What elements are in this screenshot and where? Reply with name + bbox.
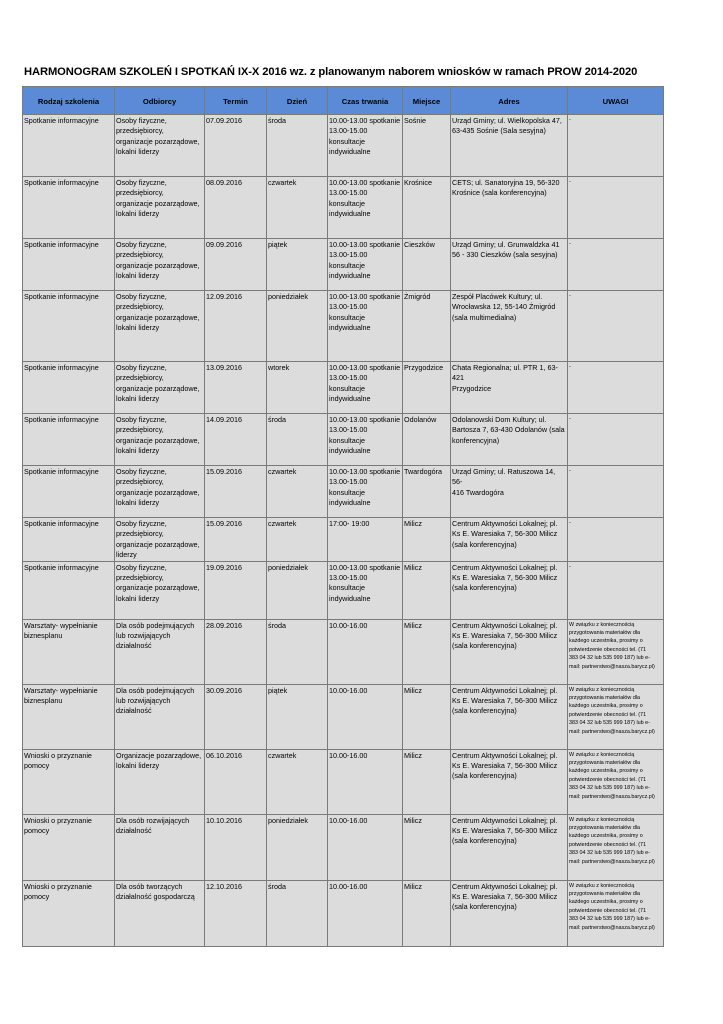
cell-dzien: czwartek (267, 749, 328, 814)
cell-odbiorcy: Osoby fizyczne, przedsiębiorcy, organizacje pozarządowe, lokalni liderzy (115, 115, 205, 177)
cell-odbiorcy: Osoby fizyczne, przedsiębiorcy, organizacje pozarządowe, lokalni liderzy (115, 466, 205, 518)
table-row (23, 619, 664, 684)
cell-adres: Centrum Aktywności Lokalnej; pl. Ks E. Waresiaka 7, 56-300 Milicz (sala konferencyjna) (451, 518, 568, 562)
cell-adres: Centrum Aktywności Lokalnej; pl. Ks E. Waresiaka 7, 56-300 Milicz (sala konferencyjna) (451, 814, 568, 880)
cell-uwagi: - (568, 362, 664, 414)
cell-adres: Centrum Aktywności Lokalnej; pl. Ks E. Waresiaka 7, 56-300 Milicz (sala konferencyjna) (451, 561, 568, 619)
cell-rodzaj: Warsztaty- wypełnianie biznesplanu (23, 684, 115, 749)
cell-uwagi: - (568, 561, 664, 619)
cell-rodzaj: Spotkanie informacyjne (23, 518, 115, 562)
table-row (23, 291, 664, 362)
cell-adres: Chata Regionalna; ul. PTR 1, 63-421 Przygodzice (451, 362, 568, 414)
cell-czas: 10.00-16.00 (328, 619, 403, 684)
cell-uwagi: - (568, 239, 664, 291)
cell-uwagi: - (568, 177, 664, 239)
column-header-odbiorcy: Odbiorcy (115, 87, 205, 115)
cell-rodzaj: Spotkanie informacyjne (23, 362, 115, 414)
column-header-adres: Adres (451, 87, 568, 115)
cell-dzien: środa (267, 115, 328, 177)
cell-miejsce: Żmigród (403, 291, 451, 362)
column-header-rodzaj: Rodzaj szkolenia (23, 87, 115, 115)
cell-adres: Urząd Gminy; ul. Ratuszowa 14, 56- 416 Twardogóra (451, 466, 568, 518)
table-row (23, 684, 664, 749)
cell-uwagi: - (568, 115, 664, 177)
cell-uwagi: W związku z koniecznością przygotowania materiałów dla każdego uczestnika, prosimy o potwierdzenie obecności tel. (71 383 04 32 lub 535 999 187) lub e- mail: partnerstwo@nasza.barycz.pl) (568, 684, 664, 749)
cell-miejsce: Milicz (403, 880, 451, 946)
cell-termin: 09.09.2016 (205, 239, 267, 291)
cell-odbiorcy: Dla osób rozwijających działalność (115, 814, 205, 880)
cell-adres: Centrum Aktywności Lokalnej; pl. Ks E. Waresiaka 7, 56-300 Milicz (sala konferencyjna) (451, 749, 568, 814)
cell-odbiorcy: Osoby fizyczne, przedsiębiorcy, organizacje pozarządowe, lokalni liderzy (115, 414, 205, 466)
cell-czas: 10.00-16.00 (328, 684, 403, 749)
cell-dzien: poniedziałek (267, 291, 328, 362)
cell-rodzaj: Spotkanie informacyjne (23, 466, 115, 518)
cell-czas: 10.00-13.00 spotkanie 13.00-15.00 konsultacje indywidualne (328, 414, 403, 466)
cell-adres: Zespół Placówek Kultury; ul. Wrocławska 12, 55-140 Żmigród (sala multimedialna) (451, 291, 568, 362)
cell-rodzaj: Spotkanie informacyjne (23, 414, 115, 466)
cell-odbiorcy: Osoby fizyczne, przedsiębiorcy, organizacje pozarządowe, lokalni liderzy (115, 561, 205, 619)
cell-termin: 12.10.2016 (205, 880, 267, 946)
cell-adres: Urząd Gminy; ul. Wielkopolska 47, 63-435 Sośnie (Sala sesyjna) (451, 115, 568, 177)
cell-adres: Centrum Aktywności Lokalnej; pl. Ks E. Waresiaka 7, 56-300 Milicz (sala konferencyjna) (451, 684, 568, 749)
cell-uwagi: - (568, 466, 664, 518)
cell-miejsce: Twardogóra (403, 466, 451, 518)
cell-adres: Centrum Aktywności Lokalnej; pl. Ks E. Waresiaka 7, 56-300 Milicz (sala konferencyjna) (451, 880, 568, 946)
table-row (23, 362, 664, 414)
cell-odbiorcy: Osoby fizyczne, przedsiębiorcy, organizacje pozarządowe, liderzy (115, 518, 205, 562)
column-header-termin: Termin (205, 87, 267, 115)
cell-termin: 13.09.2016 (205, 362, 267, 414)
cell-uwagi: W związku z koniecznością przygotowania materiałów dla każdego uczestnika, prosimy o potwierdzenie obecności tel. (71 383 04 32 lub 535 999 187) lub e- mail: partnerstwo@nasza.barycz.pl) (568, 814, 664, 880)
cell-dzien: środa (267, 880, 328, 946)
cell-dzien: czwartek (267, 466, 328, 518)
cell-miejsce: Milicz (403, 518, 451, 562)
cell-rodzaj: Spotkanie informacyjne (23, 291, 115, 362)
column-header-czas: Czas trwania (328, 87, 403, 115)
table-row (23, 466, 664, 518)
cell-czas: 10.00-13.00 spotkanie 13.00-15.00 konsultacje indywidualne (328, 239, 403, 291)
cell-odbiorcy: Osoby fizyczne, przedsiębiorcy, organizacje pozarządowe, lokalni liderzy (115, 362, 205, 414)
cell-odbiorcy: Osoby fizyczne, przedsiębiorcy, organizacje pozarządowe, lokalni liderzy (115, 239, 205, 291)
cell-czas: 10.00-13.00 spotkanie 13.00-15.00 konsultacje indywidualne (328, 561, 403, 619)
cell-rodzaj: Spotkanie informacyjne (23, 239, 115, 291)
cell-odbiorcy: Osoby fizyczne, przedsiębiorcy, organizacje pozarządowe, lokalni liderzy (115, 291, 205, 362)
cell-adres: Urząd Gminy; ul. Grunwaldzka 41 56 - 330 Cieszków (sala sesyjna) (451, 239, 568, 291)
cell-miejsce: Milicz (403, 619, 451, 684)
cell-adres: Odolanowski Dom Kultury; ul. Bartosza 7, 63-430 Odolanów (sala konferencyjna) (451, 414, 568, 466)
cell-termin: 12.09.2016 (205, 291, 267, 362)
cell-odbiorcy: Dla osób podejmujących lub rozwijających działalność (115, 619, 205, 684)
cell-miejsce: Milicz (403, 561, 451, 619)
cell-dzien: piątek (267, 684, 328, 749)
cell-miejsce: Odolanów (403, 414, 451, 466)
cell-termin: 28.09.2016 (205, 619, 267, 684)
cell-czas: 10.00-13.00 spotkanie 13.00-15.00 konsultacje indywidualne (328, 466, 403, 518)
cell-dzien: poniedziałek (267, 561, 328, 619)
cell-czas: 10.00-16.00 (328, 814, 403, 880)
cell-dzien: czwartek (267, 177, 328, 239)
cell-uwagi: W związku z koniecznością przygotowania materiałów dla każdego uczestnika, prosimy o potwierdzenie obecności tel. (71 383 04 32 lub 535 999 187) lub e- mail: partnerstwo@nasza.barycz.pl) (568, 749, 664, 814)
table-row (23, 518, 664, 562)
cell-dzien: środa (267, 414, 328, 466)
cell-rodzaj: Wnioski o przyznanie pomocy (23, 880, 115, 946)
cell-odbiorcy: Dla osób tworzących działalność gospodarczą (115, 880, 205, 946)
cell-rodzaj: Wnioski o przyznanie pomocy (23, 749, 115, 814)
cell-uwagi: - (568, 414, 664, 466)
cell-uwagi: W związku z koniecznością przygotowania materiałów dla każdego uczestnika, prosimy o potwierdzenie obecności tel. (71 383 04 32 lub 535 999 187) lub e- mail: partnerstwo@nasza.barycz.pl) (568, 880, 664, 946)
cell-miejsce: Sośnie (403, 115, 451, 177)
table-row (23, 115, 664, 177)
cell-rodzaj: Spotkanie informacyjne (23, 177, 115, 239)
cell-czas: 10.00-13.00 spotkanie 13.00-15.00 konsultacje indywidualne (328, 291, 403, 362)
cell-dzien: piątek (267, 239, 328, 291)
cell-rodzaj: Warsztaty- wypełnianie biznesplanu (23, 619, 115, 684)
cell-termin: 15.09.2016 (205, 518, 267, 562)
cell-miejsce: Milicz (403, 749, 451, 814)
cell-termin: 14.09.2016 (205, 414, 267, 466)
table-row (23, 880, 664, 946)
cell-miejsce: Cieszków (403, 239, 451, 291)
column-header-dzien: Dzień (267, 87, 328, 115)
cell-termin: 30.09.2016 (205, 684, 267, 749)
table-row (23, 561, 664, 619)
cell-czas: 10.00-16.00 (328, 749, 403, 814)
cell-czas: 10.00-13.00 spotkanie 13.00-15.00 konsultacje indywidualne (328, 115, 403, 177)
cell-termin: 10.10.2016 (205, 814, 267, 880)
table-header-row (23, 87, 664, 115)
cell-adres: CETS; ul. Sanatoryjna 19, 56-320 Krośnice (sala konferencyjna) (451, 177, 568, 239)
cell-uwagi: W związku z koniecznością przygotowania materiałów dla każdego uczestnika, prosimy o potwierdzenie obecności tel. (71 383 04 32 lub 535 999 187) lub e- mail: partnerstwo@nasza.barycz.pl) (568, 619, 664, 684)
table-row (23, 814, 664, 880)
table-row (23, 239, 664, 291)
cell-odbiorcy: Osoby fizyczne, przedsiębiorcy, organizacje pozarządowe, lokalni liderzy (115, 177, 205, 239)
cell-uwagi: - (568, 518, 664, 562)
cell-termin: 08.09.2016 (205, 177, 267, 239)
cell-czas: 10.00-16.00 (328, 880, 403, 946)
cell-rodzaj: Spotkanie informacyjne (23, 561, 115, 619)
cell-odbiorcy: Dla osób podejmujących lub rozwijających działalność (115, 684, 205, 749)
cell-dzien: wtorek (267, 362, 328, 414)
cell-miejsce: Milicz (403, 814, 451, 880)
document-title: HARMONOGRAM SZKOLEŃ I SPOTKAŃ IX-X 2016 wz. z planowanym naborem wniosków w ramach PROW 2014-2020 (24, 66, 638, 78)
cell-miejsce: Krośnice (403, 177, 451, 239)
cell-dzien: środa (267, 619, 328, 684)
cell-miejsce: Milicz (403, 684, 451, 749)
cell-odbiorcy: Organizacje pozarządowe, lokalni liderzy (115, 749, 205, 814)
cell-dzien: poniedziałek (267, 814, 328, 880)
cell-termin: 06.10.2016 (205, 749, 267, 814)
column-header-miejsce: Miejsce (403, 87, 451, 115)
cell-miejsce: Przygodzice (403, 362, 451, 414)
schedule-table (22, 86, 664, 947)
cell-termin: 19.09.2016 (205, 561, 267, 619)
cell-termin: 07.09.2016 (205, 115, 267, 177)
cell-uwagi: - (568, 291, 664, 362)
cell-dzien: czwartek (267, 518, 328, 562)
cell-czas: 10.00-13.00 spotkanie 13.00-15.00 konsultacje indywidualne (328, 362, 403, 414)
cell-adres: Centrum Aktywności Lokalnej; pl. Ks E. Waresiaka 7, 56-300 Milicz (sala konferencyjna) (451, 619, 568, 684)
cell-rodzaj: Spotkanie informacyjne (23, 115, 115, 177)
cell-czas: 17:00- 19:00 (328, 518, 403, 562)
cell-rodzaj: Wnioski o przyznanie pomocy (23, 814, 115, 880)
table-row (23, 177, 664, 239)
column-header-uwagi: UWAGI (568, 87, 664, 115)
cell-czas: 10.00-13.00 spotkanie 13.00-15.00 konsultacje indywidualne (328, 177, 403, 239)
table-row (23, 414, 664, 466)
table-row (23, 749, 664, 814)
cell-termin: 15.09.2016 (205, 466, 267, 518)
